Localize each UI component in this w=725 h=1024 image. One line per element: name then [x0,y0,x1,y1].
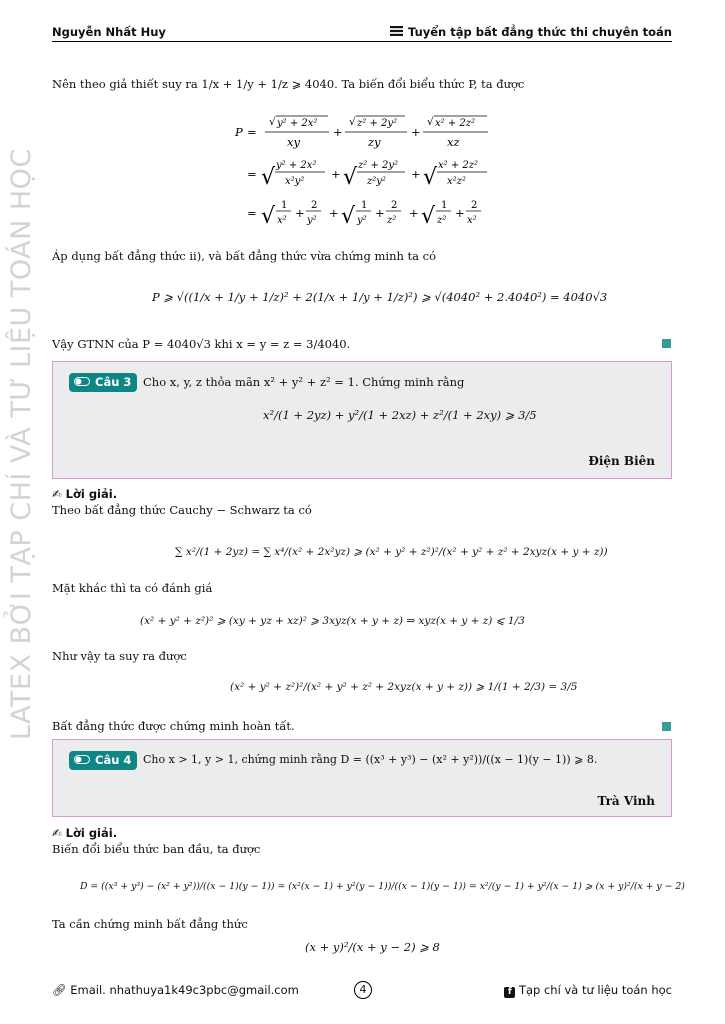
svg-text:=: = [247,125,257,139]
svg-text:x²: x² [467,215,477,226]
problem-3-box [52,361,672,479]
svg-text:+: + [329,206,339,220]
svg-text:P: P [235,125,243,139]
problem-3-formula: x²/(1 + 2yz) + y²/(1 + 2xz) + z²/(1 + 2xy) ⩾ 3/5 [263,408,537,422]
link-icon: 🔗︎ [52,983,67,997]
svg-text:1: 1 [281,200,288,211]
svg-text:√: √ [421,204,436,229]
problem-3-statement: Cho x, y, z thỏa mãn x² + y² + z² = 1. Chứng minh rằng [143,375,465,389]
svg-text:√: √ [341,204,356,229]
svg-text:x² + 2z²: x² + 2z² [435,118,476,129]
svg-text:1: 1 [441,200,448,211]
problem-4-source: Trà Vinh [597,794,655,808]
pen-icon: ✍ [52,487,62,501]
svg-text:+: + [411,125,421,139]
toggle-icon [74,751,90,770]
svg-text:+: + [331,167,341,181]
solution-3-equation-2: (x² + y² + z²)² ⩾ (xy + yz + xz)² ⩾ 3xyz(x + y + z) ⇒ xyz(x + y + z) ⩽ 1/3 [140,615,525,627]
svg-text:+: + [455,206,465,220]
problem-4-box [52,739,672,817]
qed-square [662,339,671,348]
equation-p-bound: P ⩾ √((1/x + 1/y + 1/z)² + 2(1/x + 1/y + 1/z)²) ⩾ √(4040² + 2.4040²) = 4040√3 [152,290,608,304]
page-number: 4 [354,981,372,999]
svg-text:z² + 2y²: z² + 2y² [357,118,398,129]
solution-3-line-1: Theo bất đẳng thức Cauchy − Schwarz ta có [52,503,312,517]
svg-text:y² + 2x²: y² + 2x² [277,118,318,129]
svg-text:√: √ [343,165,358,190]
svg-text:1: 1 [361,200,368,211]
svg-text:z²: z² [387,215,397,226]
header-rule [52,41,672,42]
svg-text:+: + [295,206,305,220]
problem-3-source: Điện Biên [588,454,655,468]
problem-3-badge: Câu 3 [69,373,137,392]
svg-text:=: = [247,167,257,181]
svg-text:x²z²: x²z² [447,176,466,187]
svg-text:z² + 2y²: z² + 2y² [358,160,399,171]
solution-3-end: Bất đẳng thức được chứng minh hoàn tất. [52,719,295,733]
header-title: Tuyển tập bất đẳng thức thi chuyên toán [407,25,672,39]
problem-4-statement: Cho x > 1, y > 1, chứng minh rằng D = ((x³ + y³) − (x² + y²))/((x − 1)(y − 1)) ⩾ 8. [143,753,598,766]
header-title-wrap [390,25,672,39]
svg-text:√: √ [269,116,276,128]
svg-text:+: + [411,167,421,181]
solution-3-label: ✍ Lời giải. [52,487,118,501]
svg-text:+: + [375,206,385,220]
intro-text: Nên theo giả thiết suy ra 1/x + 1/y + 1/z ⩾ 4040. Ta biến đổi biểu thức P, ta được [52,77,525,91]
svg-text:z²: z² [437,215,447,226]
footer-email[interactable]: 🔗︎ Email. nhathuya1k49c3pbc@gmail.com [52,983,299,997]
svg-text:zy: zy [368,135,381,149]
solution-3-equation-3: (x² + y² + z²)²/(x² + y² + z² + 2xyz(x + y + z)) ⩾ 1/(1 + 2/3) = 3/5 [230,681,578,693]
svg-text:x²: x² [277,215,287,226]
svg-text:+: + [409,206,419,220]
solution-4-line-1: Biến đổi biểu thức ban đầu, ta được [52,842,261,856]
svg-text:y²: y² [307,215,317,226]
solution-4-equation-2: (x + y)²/(x + y − 2) ⩾ 8 [305,940,440,954]
svg-text:+: + [333,125,343,139]
svg-text:2: 2 [391,200,398,211]
toggle-icon [74,373,90,392]
solution-4-line-2: Ta cần chứng minh bất đẳng thức [52,917,248,931]
solution-3-line-2: Mặt khác thì ta có đánh giá [52,581,213,595]
svg-text:y²: y² [357,215,367,226]
solution-4-label: ✍ Lời giải. [52,826,118,840]
header-author: Nguyễn Nhất Huy [52,25,166,39]
svg-text:xz: xz [447,135,460,149]
facebook-icon: f [504,987,515,998]
page-header [52,25,672,41]
footer-facebook[interactable]: f Tạp chí và tư liệu toán học [504,983,672,998]
equation-p-transform [225,110,525,235]
svg-text:xy: xy [287,135,300,149]
svg-text:√: √ [349,116,356,128]
svg-text:x² + 2z²: x² + 2z² [438,160,479,171]
solution-3-line-3: Như vậy ta suy ra được [52,649,187,663]
svg-text:z²y²: z²y² [367,176,386,187]
svg-text:=: = [247,206,257,220]
solution-3-equation-1: ∑ x²/(1 + 2yz) = ∑ x⁴/(x² + 2x²yz) ⩾ (x² + y² + z²)²/(x² + y² + z² + 2xyz(x + y + z)) [175,546,608,558]
svg-text:y² + 2x²: y² + 2x² [276,160,317,171]
watermark: LATEX BỞI TẠP CHÍ VÀ TƯ LIỆU TOÁN HỌC [6,148,37,740]
svg-text:2: 2 [471,200,478,211]
conclusion-text: Vậy GTNN của P = 4040√3 khi x = y = z = 3/4040. [52,337,351,351]
apply-text: Áp dụng bất đẳng thức ii), và bất đẳng thức vừa chứng minh ta có [52,249,437,263]
book-icon [390,25,403,39]
svg-text:x²y²: x²y² [285,176,305,187]
svg-text:2: 2 [311,200,318,211]
svg-text:√: √ [261,204,276,229]
svg-text:√: √ [427,116,434,128]
svg-text:√: √ [423,165,438,190]
pen-icon: ✍ [52,826,62,840]
svg-text:√: √ [261,165,276,190]
solution-4-equation-1: D = ((x³ + y³) − (x² + y²))/((x − 1)(y − 1)) = (x²(x − 1) + y²(y − 1))/((x − 1)(y − 1)) = x²/(y − 1) + y²/(x − 1) ⩾ (x + y)²/(x + y − 2) [80,881,685,892]
problem-4-badge: Câu 4 [69,751,137,770]
qed-square [662,722,671,731]
